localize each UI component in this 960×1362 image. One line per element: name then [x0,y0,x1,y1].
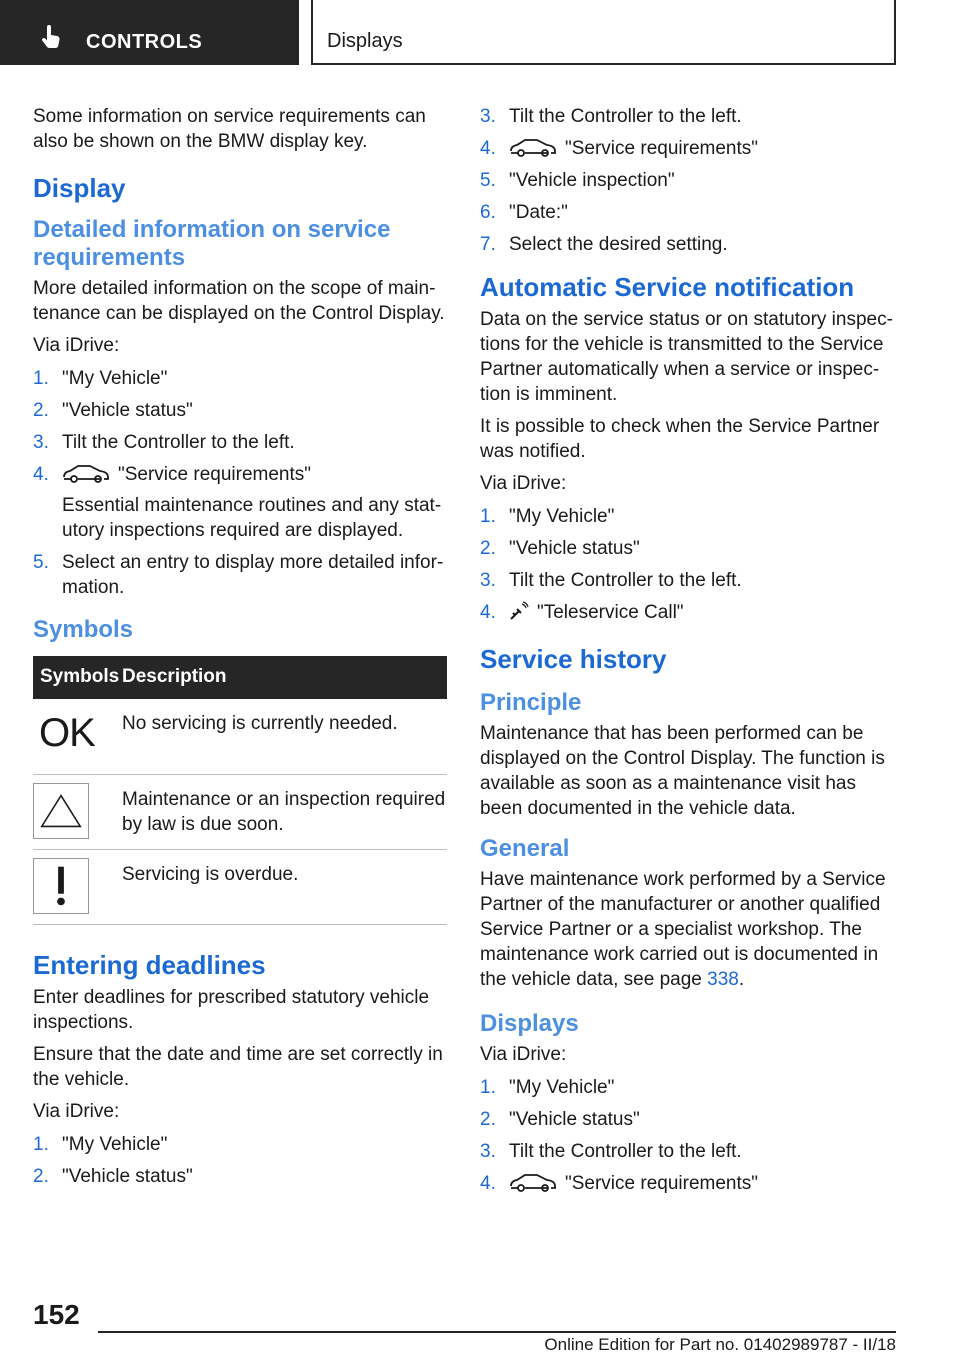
list-item: 1. "My Vehicle" [33,1133,168,1155]
wrench-signal-icon [509,601,529,621]
page-number: 152 [33,1299,80,1330]
steps-list [480,104,896,257]
list-item: 1. "My Vehicle" [33,368,168,389]
deadlines-heading: Entering deadlines [33,949,266,980]
steps-list [480,504,896,625]
list-item: 1. "My Vehicle" [480,1077,615,1098]
intro-text: Some information on service requirements can also be shown on the BMW display key. [33,106,426,152]
list-item: 2. "Vehicle status" [33,400,193,421]
list-item: 3. Tilt the Controller to the left. [480,570,742,591]
car-icon [509,1172,557,1192]
general-heading: General [480,835,570,862]
auto-text: It is possible to check when the Service Partner was notified. [480,416,880,462]
list-item: 3. Tilt the Controller to the left. [480,106,742,127]
steps-list [33,1132,447,1189]
page-link[interactable]: 338 [707,969,739,990]
list-item: 4. "Service requirements" [480,1173,759,1194]
table-row [33,849,447,924]
principle-heading: Principle [480,689,582,716]
chapter-label: Displays [327,30,403,52]
via-idrive-label: Via iDrive: [33,335,120,356]
table-cell: No servicing is currently needed. [122,699,447,774]
symbols-table [33,656,447,925]
detailed-heading: Detailed information on service requirements [33,216,391,271]
warning-triangle-icon [33,783,89,839]
display-heading: Display [33,173,126,203]
via-idrive-label: Via iDrive: [33,1100,120,1122]
hand-pointer-icon [38,24,64,50]
chapter-tab [311,0,896,65]
left-column [33,100,447,1199]
list-item: 4. "Teleservice Call" [480,602,684,623]
via-idrive-label: Via iDrive: [480,473,567,494]
table-cell: Maintenance or an inspection required by law is due soon. [122,774,447,849]
list-item: 5. Select an entry to display more detailed information. [33,552,444,598]
general-text: Have maintenance work performed by a Service Partner of the manufacturer or another qualified Service Partner or a specialist workshop. The maintenance work carried out is documented in the vehicle data, see page 338. [480,869,886,990]
car-icon [62,463,110,483]
list-item: 6. "Date:" [480,202,568,223]
steps-list [480,1075,896,1196]
auto-text: Data on the service status or on statutory inspections for the vehicle is transmitted to the Service Partner automatically when a service or inspection is imminent. [480,309,893,405]
section-tab [0,0,299,65]
list-item: 5. "Vehicle inspection" [480,170,675,191]
table-cell: Servicing is overdue. [122,849,447,924]
footer-divider [98,1331,896,1333]
list-item: 7. Select the desired setting. [480,234,728,255]
service-history-heading: Service history [480,644,667,674]
list-item: 3. Tilt the Controller to the left. [480,1141,742,1162]
col-description: Description [122,656,447,699]
right-column [480,100,896,1206]
auto-service-heading: Automatic Service notification [480,272,855,302]
via-idrive-label: Via iDrive: [480,1044,567,1065]
detailed-text: More detailed information on the scope of maintenance can be displayed on the Control Display. [33,278,445,324]
ok-symbol: OK [39,711,95,755]
edition-note: Online Edition for Part no. 01402989787 - II/18 [544,1335,896,1354]
displays-heading: Displays [480,1010,579,1037]
list-item: 3. Tilt the Controller to the left. [33,432,295,453]
principle-text: Maintenance that has been performed can be displayed on the Control Display. The function is available as soon as a maintenance visit has been documented in the vehicle data. [480,723,885,819]
list-item: 2. "Vehicle status" [480,1109,640,1130]
steps-list [33,366,447,600]
table-row [33,699,447,774]
deadlines-text: Enter deadlines for prescribed statutory vehicle inspections. [33,986,430,1033]
list-item: 4. "Service requirements" Essential maintenance routines and any statutory inspections required are displayed. [33,464,442,541]
list-item: 1. "My Vehicle" [480,506,615,527]
deadlines-text: Ensure that the date and time are set correctly in the vehicle. [33,1043,443,1090]
car-icon [509,137,557,157]
table-row [33,774,447,849]
list-item: 2. "Vehicle status" [33,1165,193,1187]
col-symbols: Symbols [33,656,122,699]
table-header [33,656,447,699]
section-label: CONTROLS [86,31,203,53]
list-item: 4. "Service requirements" [480,138,759,159]
list-item: 2. "Vehicle status" [480,538,640,559]
exclamation-icon [33,858,89,914]
symbols-heading: Symbols [33,616,134,643]
